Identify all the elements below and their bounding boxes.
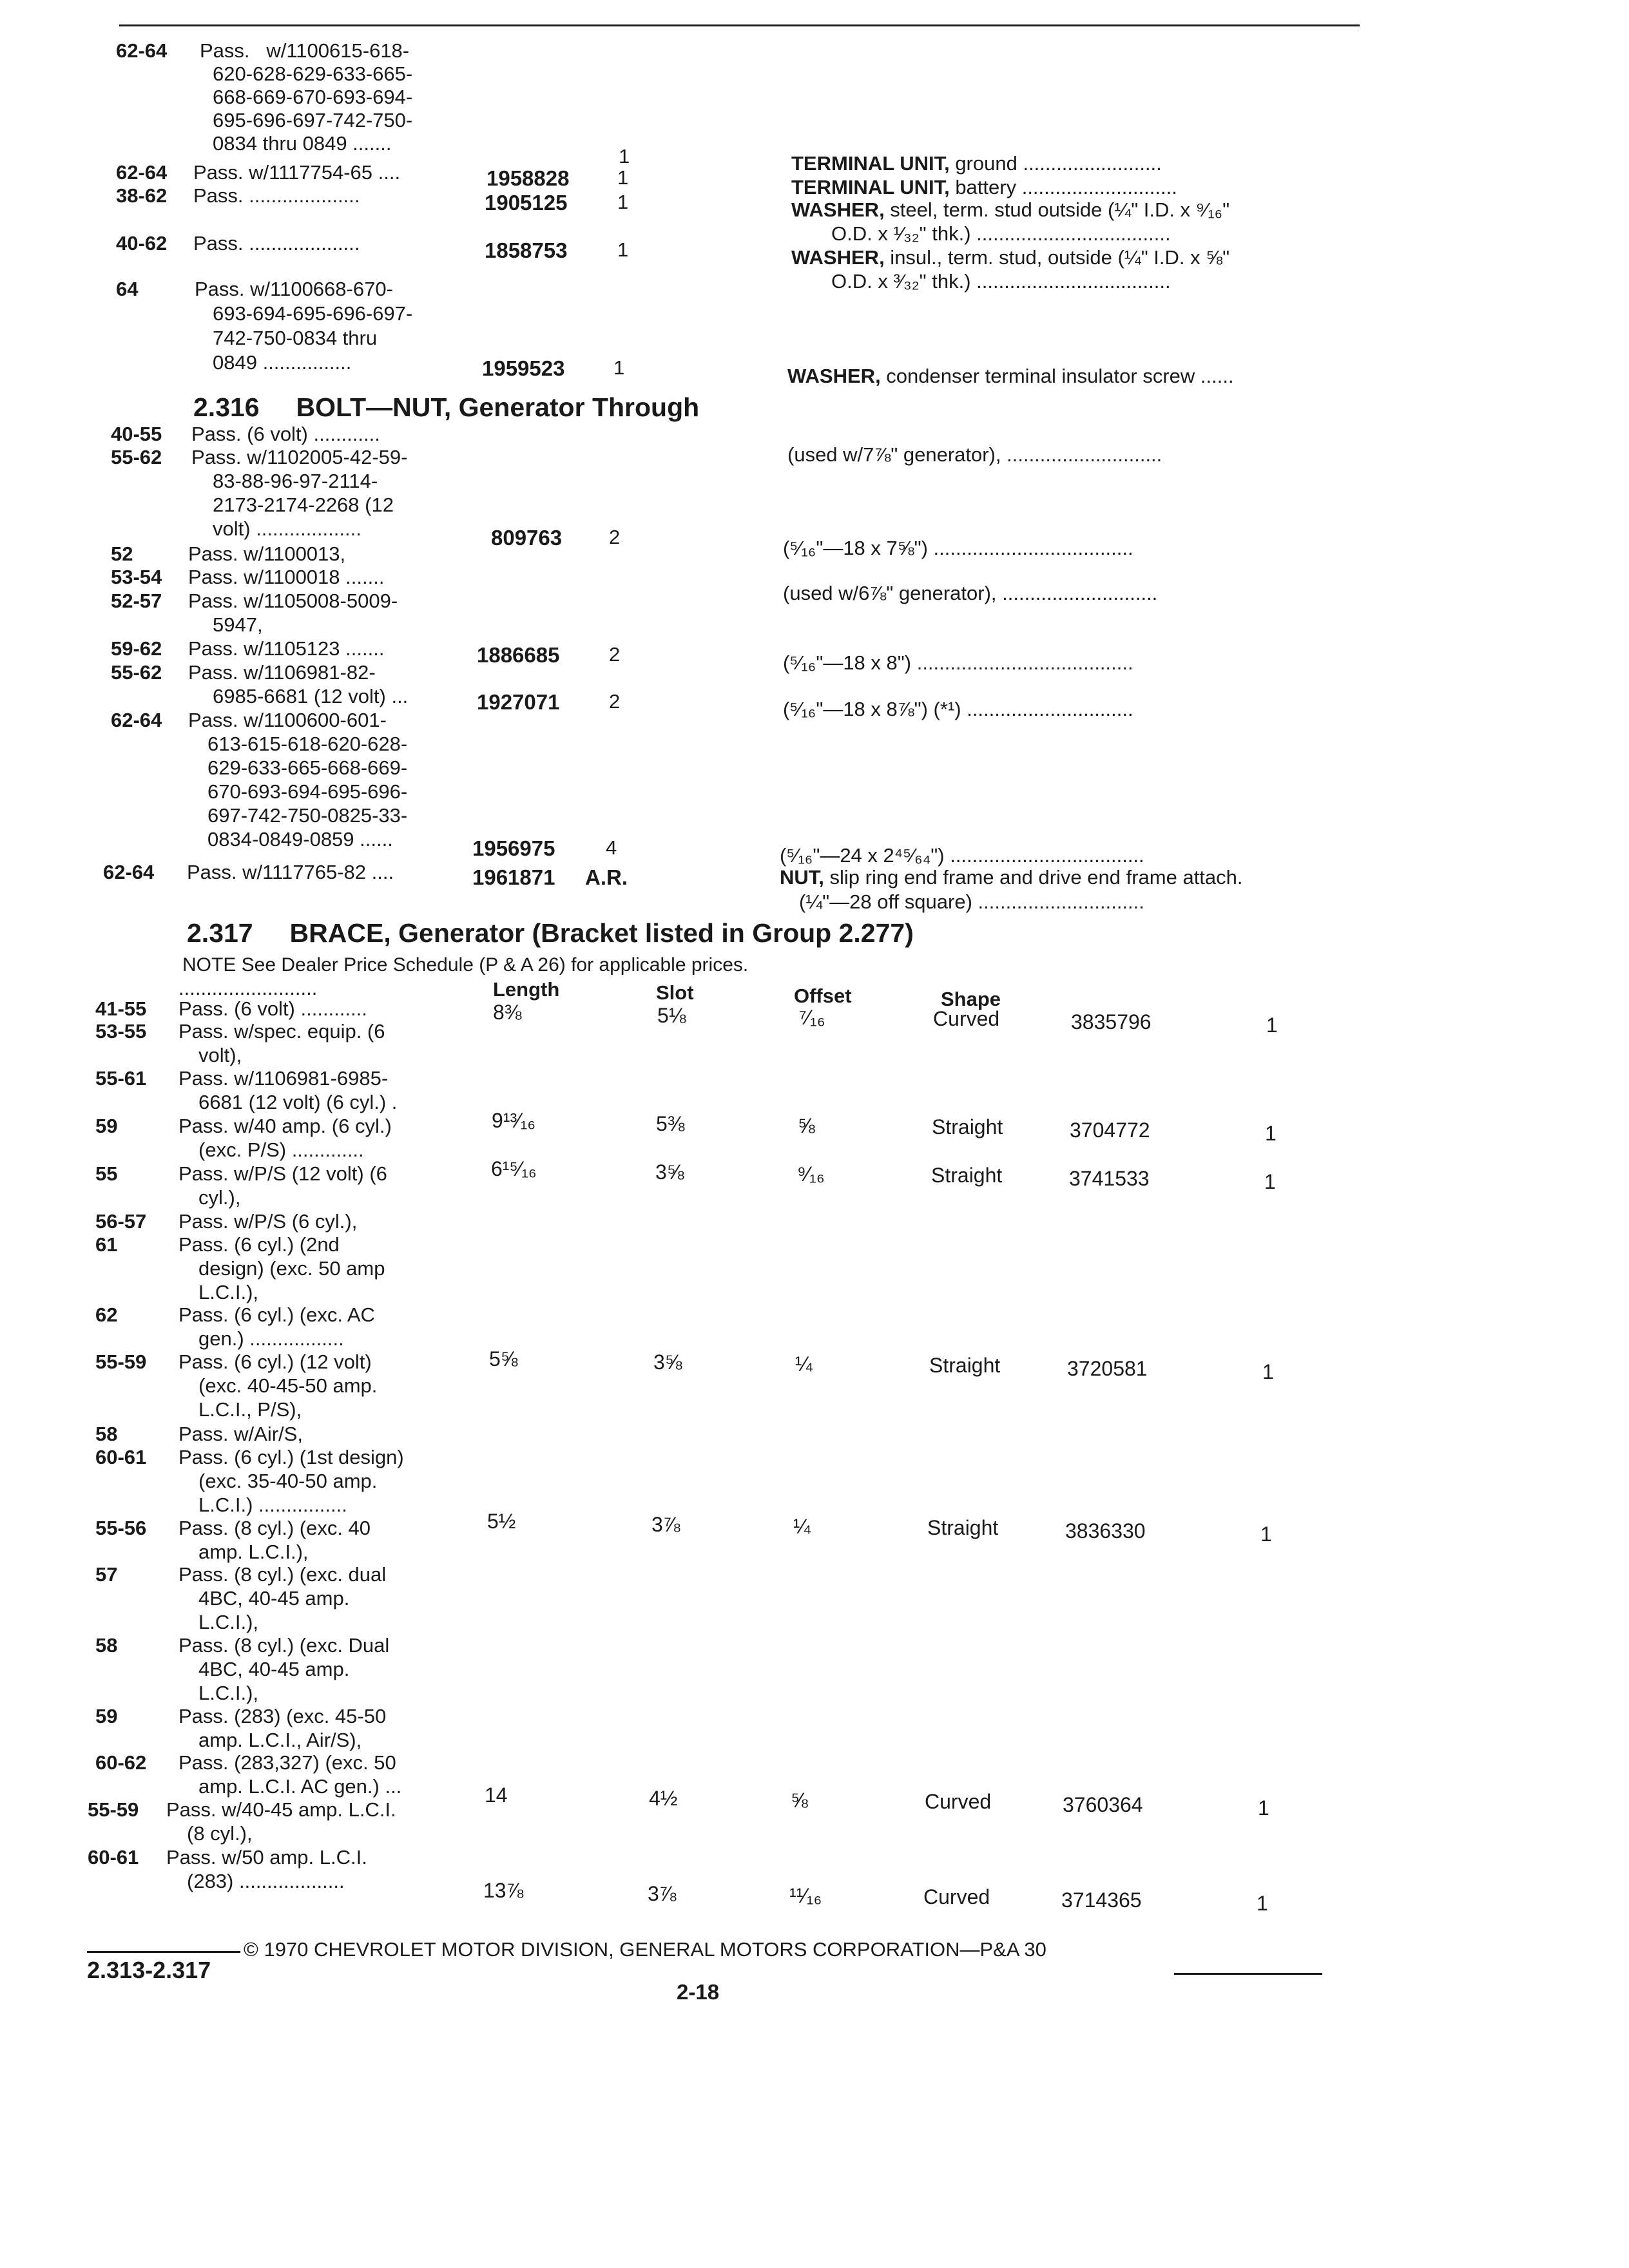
entry-description: amp. L.C.I. AC gen.) ...	[198, 1775, 402, 1798]
entry-description: 695-696-697-742-750-	[213, 109, 413, 131]
entry-years: 62	[95, 1303, 118, 1326]
entry-description: Pass. (283) (exc. 45-50	[178, 1705, 387, 1727]
right-item-line	[791, 247, 1229, 267]
brace-quantity: 1	[1260, 1523, 1272, 1546]
entry-description: 83-88-96-97-2114-	[213, 470, 378, 492]
right-item-name: TERMINAL UNIT,	[791, 152, 950, 175]
right-item-line	[831, 224, 1171, 244]
entry-years: 59	[95, 1115, 118, 1137]
right-item-line: (¼"—28 off square) ..............................	[799, 890, 1144, 913]
entry-description: Pass. (8 cyl.) (exc. dual	[178, 1563, 387, 1586]
entry-years: 55-62	[111, 661, 162, 684]
entry-description: amp. L.C.I.),	[198, 1541, 309, 1563]
brace-length: 9¹³⁄₁₆	[492, 1109, 536, 1132]
entry-years: 62-64	[116, 161, 168, 184]
entry-part-number: 1905125	[485, 191, 568, 215]
brace-offset: ¹¹⁄₁₆	[789, 1884, 822, 1907]
brace-shape: Straight	[931, 1164, 1003, 1187]
entry-description: Pass. w/1105008-5009-	[188, 590, 398, 612]
entry-description: 0849 ................	[213, 351, 352, 374]
top-rule	[119, 24, 1360, 26]
entry-description: Pass. w/40 amp. (6 cyl.)	[178, 1115, 392, 1137]
entry-description: 742-750-0834 thru	[213, 327, 378, 349]
right-item-name: WASHER,	[791, 246, 885, 269]
entry-part-number: 1958828	[487, 166, 570, 190]
right-item-line: (used w/7⅞" generator), ............................	[787, 443, 1162, 466]
entry-quantity: 4	[606, 836, 617, 859]
right-item-line: (⁵⁄₁₆"—18 x 8") .......................................	[783, 651, 1133, 674]
entry-description: Pass. w/1117765-82 ....	[187, 861, 394, 883]
entry-description: L.C.I.) ................	[198, 1494, 347, 1516]
entry-description: 629-633-665-668-669-	[207, 756, 408, 779]
brace-slot: 3⅝	[653, 1350, 682, 1374]
entry-description: Pass. w/1117754-65 ....	[193, 161, 401, 184]
entry-description: Pass. w/Air/S,	[178, 1423, 303, 1445]
footer-page-number: 2-18	[677, 1980, 720, 2004]
brace-quantity: 1	[1264, 1170, 1276, 1193]
entry-description: Pass. w/1106981-82-	[188, 661, 376, 684]
entry-description: 6681 (12 volt) (6 cyl.) .	[198, 1091, 398, 1113]
entry-description: 620-628-629-633-665-	[213, 62, 413, 85]
section-2316-title: 2.316 BOLT—NUT, Generator Through	[193, 392, 700, 422]
entry-description: 670-693-694-695-696-	[207, 780, 408, 803]
brace-offset: ⁹⁄₁₆	[797, 1162, 825, 1186]
entry-description: (283) ...................	[187, 1870, 345, 1892]
right-item-text: O.D. x ³⁄₃₂" thk.) ...................................	[831, 270, 1171, 293]
brace-part-number: 3741533	[1069, 1167, 1150, 1190]
entry-quantity: 1	[613, 356, 625, 379]
entry-description: (exc. 35-40-50 amp.	[198, 1470, 378, 1492]
entry-description: .........................	[178, 977, 318, 999]
brace-part-number: 3760364	[1063, 1793, 1143, 1816]
entry-quantity: A.R.	[585, 865, 628, 889]
entry-description: 613-615-618-620-628-	[207, 733, 408, 755]
entry-years: 56-57	[95, 1210, 147, 1233]
entry-description: Pass. (6 cyl.) (12 volt)	[178, 1350, 372, 1373]
entry-description: 4BC, 40-45 amp.	[198, 1587, 350, 1610]
right-item-text: O.D. x ¹⁄₃₂" thk.) ...................................	[831, 222, 1171, 245]
right-item-name: WASHER,	[791, 198, 885, 221]
entry-description: Pass. w/P/S (12 volt) (6	[178, 1162, 387, 1185]
brace-slot: 3⅞	[648, 1882, 677, 1905]
brace-shape: Curved	[925, 1790, 992, 1813]
entry-years: 40-55	[111, 423, 162, 445]
entry-description: Pass. w/50 amp. L.C.I.	[166, 1846, 367, 1869]
column-header-offset: Offset	[794, 985, 852, 1007]
right-item-line: (⁵⁄₁₆"—18 x 7⅝") ....................................	[783, 537, 1133, 559]
brace-length: 8⅜	[493, 1001, 522, 1024]
entry-description: 4BC, 40-45 amp.	[198, 1658, 350, 1680]
entry-description: Pass. w/1100600-601-	[188, 709, 387, 731]
column-header-length: Length	[493, 978, 560, 1001]
right-item-line	[791, 200, 1229, 220]
footer-copyright: © 1970 CHEVROLET MOTOR DIVISION, GENERAL MOTORS CORPORATION—P&A 30	[244, 1938, 1046, 1961]
entry-description: Pass. ....................	[193, 184, 360, 207]
entry-years: 59-62	[111, 637, 162, 660]
entry-years: 55-62	[111, 446, 162, 468]
entry-description: Pass. w/1100668-670-	[195, 278, 393, 300]
brace-slot: 4½	[649, 1787, 678, 1810]
entry-description: Pass. w/1106981-6985-	[178, 1067, 389, 1090]
entry-description: Pass. (283,327) (exc. 50	[178, 1751, 396, 1774]
entry-quantity: 2	[609, 643, 621, 666]
entry-years: 40-62	[116, 232, 168, 255]
brace-offset: ⁷⁄₁₆	[799, 1006, 825, 1029]
entry-description: Pass. w/1105123 .......	[188, 637, 385, 660]
right-item-name: TERMINAL UNIT,	[791, 176, 950, 198]
brace-part-number: 3720581	[1067, 1357, 1148, 1380]
entry-description: L.C.I.),	[198, 1682, 259, 1704]
entry-description: Pass. w/1100013,	[188, 543, 346, 565]
entry-description: L.C.I.),	[198, 1281, 259, 1303]
right-item-line	[780, 867, 1243, 887]
brace-quantity: 1	[1262, 1360, 1274, 1383]
entry-quantity: 1	[617, 166, 629, 189]
entry-years: 57	[95, 1563, 118, 1586]
brace-shape: Curved	[923, 1885, 990, 1908]
brace-slot: 5⅛	[657, 1004, 686, 1027]
right-item-name: NUT,	[780, 866, 824, 889]
entry-years: 53-54	[111, 566, 162, 588]
entry-description: 6985-6681 (12 volt) ...	[213, 685, 409, 707]
entry-part-number: 1858753	[485, 238, 568, 262]
right-item-line: (⁵⁄₁₆"—18 x 8⅞") (*¹) ..............................	[783, 698, 1133, 720]
entry-description: volt) ...................	[213, 517, 361, 540]
brace-offset: ⅝	[791, 1789, 808, 1812]
right-item-line: (used w/6⅞" generator), ............................	[783, 582, 1158, 604]
brace-shape: Straight	[932, 1115, 1003, 1139]
section-2317-note: NOTE See Dealer Price Schedule (P & A 26) for applicable prices.	[182, 954, 749, 975]
entry-description: amp. L.C.I., Air/S),	[198, 1729, 362, 1751]
entry-description: Pass. (6 cyl.) (exc. AC	[178, 1303, 375, 1326]
right-item-text: slip ring end frame and drive end frame attach.	[824, 866, 1243, 889]
entry-description: (8 cyl.),	[187, 1822, 253, 1845]
entry-part-number: 1959523	[482, 356, 565, 380]
entry-years: 60-61	[88, 1846, 139, 1869]
column-header-shape: Shape	[941, 988, 1001, 1010]
right-item-line	[791, 153, 1162, 173]
brace-length: 6¹⁵⁄₁₆	[491, 1157, 537, 1180]
brace-quantity: 1	[1265, 1122, 1277, 1145]
brace-offset: ⅝	[798, 1114, 815, 1137]
entry-years: 60-62	[95, 1751, 147, 1774]
entry-years: 52	[111, 543, 133, 565]
entry-description: Pass. (6 cyl.) (1st design)	[178, 1446, 404, 1468]
brace-length: 13⅞	[483, 1879, 524, 1902]
entry-years: 55-61	[95, 1067, 147, 1090]
entry-years: 64	[116, 278, 139, 300]
entry-description: 668-669-670-693-694-	[213, 86, 413, 108]
entry-description: Pass. (6 volt) ............	[178, 997, 367, 1020]
right-item-text: battery ............................	[949, 176, 1177, 198]
entry-years: 55-56	[95, 1517, 147, 1539]
entry-years: 58	[95, 1634, 118, 1657]
right-item-line	[787, 366, 1234, 386]
entry-description: Pass. (8 cyl.) (exc. Dual	[178, 1634, 390, 1657]
right-item-line	[791, 177, 1177, 197]
footer-group-range: 2.313-2.317	[87, 1957, 211, 1983]
entry-description: design) (exc. 50 amp	[198, 1257, 385, 1280]
brace-quantity: 1	[1257, 1892, 1268, 1915]
brace-offset: ¼	[793, 1515, 811, 1538]
entry-quantity: 1	[617, 238, 629, 261]
brace-length: 5½	[487, 1510, 516, 1533]
entry-years: 60-61	[95, 1446, 147, 1468]
entry-description: L.C.I., P/S),	[198, 1398, 302, 1421]
brace-shape: Straight	[927, 1516, 999, 1539]
brace-part-number: 3836330	[1065, 1519, 1146, 1542]
entry-description: volt),	[198, 1044, 242, 1066]
entry-description: L.C.I.),	[198, 1611, 259, 1633]
entry-description: Pass. w/1102005-42-59-	[191, 446, 408, 468]
right-item-text: steel, term. stud outside (¼" I.D. x ⁹⁄₁₆"	[884, 198, 1230, 221]
entry-quantity: 1	[619, 145, 630, 168]
entry-description: 693-694-695-696-697-	[213, 302, 413, 325]
entry-years: 38-62	[116, 184, 168, 207]
right-item-text: condenser terminal insulator screw ......	[880, 365, 1234, 387]
entry-years: 55-59	[95, 1350, 147, 1373]
entry-description: Pass. (6 volt) ............	[191, 423, 380, 445]
entry-years: 53-55	[95, 1020, 147, 1043]
section-2317-title: 2.317 BRACE, Generator (Bracket listed in Group 2.277)	[187, 918, 914, 948]
entry-description: 5947,	[213, 613, 263, 636]
entry-years: 61	[95, 1233, 118, 1256]
entry-years: 59	[95, 1705, 118, 1727]
brace-part-number: 3714365	[1061, 1888, 1142, 1912]
entry-description: 0834-0849-0859 ......	[207, 828, 393, 850]
brace-slot: 3⅝	[655, 1160, 684, 1184]
footer-rule-right	[1174, 1973, 1322, 1975]
brace-shape: Straight	[929, 1354, 1001, 1377]
entry-description: Pass. w/spec. equip. (6	[178, 1020, 385, 1043]
entry-quantity: 1	[617, 191, 629, 213]
entry-years: 55	[95, 1162, 118, 1185]
entry-description: cyl.),	[198, 1186, 241, 1209]
entry-part-number: 1956975	[472, 836, 555, 860]
right-item-name: WASHER,	[787, 365, 881, 387]
entry-description: 0834 thru 0849 .......	[213, 132, 392, 155]
entry-description: (exc. 40-45-50 amp.	[198, 1374, 378, 1397]
brace-offset: ¼	[795, 1352, 813, 1376]
brace-shape: Curved	[933, 1007, 1000, 1030]
entry-years: 52-57	[111, 590, 162, 612]
brace-quantity: 1	[1258, 1796, 1269, 1820]
brace-length: 5⅝	[489, 1347, 518, 1370]
brace-slot: 5⅜	[656, 1112, 685, 1135]
entry-years: 62-64	[111, 709, 162, 731]
entry-description: Pass. w/1100615-618-	[200, 39, 410, 62]
brace-quantity: 1	[1266, 1014, 1278, 1037]
entry-description: 697-742-750-0825-33-	[207, 804, 408, 827]
entry-part-number: 809763	[491, 526, 563, 550]
brace-length: 14	[485, 1783, 508, 1807]
brace-slot: 3⅞	[651, 1513, 680, 1536]
entry-description: Pass. w/40-45 amp. L.C.I.	[166, 1798, 396, 1821]
entry-quantity: 2	[609, 690, 621, 713]
entry-years: 62-64	[103, 861, 155, 883]
entry-description: Pass. ....................	[193, 232, 360, 255]
entry-years: 62-64	[116, 39, 168, 62]
entry-description: (exc. P/S) .............	[198, 1139, 364, 1161]
entry-description: 2173-2174-2268 (12	[213, 494, 394, 516]
right-item-text: ground .........................	[949, 152, 1162, 175]
right-item-line: (⁵⁄₁₆"—24 x 2⁴⁵⁄₆₄") ...................................	[780, 844, 1144, 867]
column-header-slot: Slot	[656, 981, 694, 1004]
entry-quantity: 2	[609, 526, 621, 548]
entry-part-number: 1886685	[477, 643, 560, 667]
entry-years: 55-59	[88, 1798, 139, 1821]
brace-part-number: 3704772	[1070, 1119, 1150, 1142]
right-item-line	[831, 271, 1171, 291]
entry-description: Pass. w/P/S (6 cyl.),	[178, 1210, 358, 1233]
entry-description: Pass. (6 cyl.) (2nd	[178, 1233, 340, 1256]
entry-part-number: 1927071	[477, 690, 560, 714]
entry-description: Pass. (8 cyl.) (exc. 40	[178, 1517, 371, 1539]
brace-part-number: 3835796	[1071, 1010, 1152, 1033]
entry-years: 58	[95, 1423, 118, 1445]
entry-years: 41-55	[95, 997, 147, 1020]
right-item-text: insul., term. stud, outside (¼" I.D. x ⅝"	[884, 246, 1230, 269]
entry-part-number: 1961871	[472, 865, 555, 889]
entry-description: Pass. w/1100018 .......	[188, 566, 385, 588]
entry-description: gen.) .................	[198, 1327, 344, 1350]
footer-rule-left	[87, 1951, 240, 1953]
